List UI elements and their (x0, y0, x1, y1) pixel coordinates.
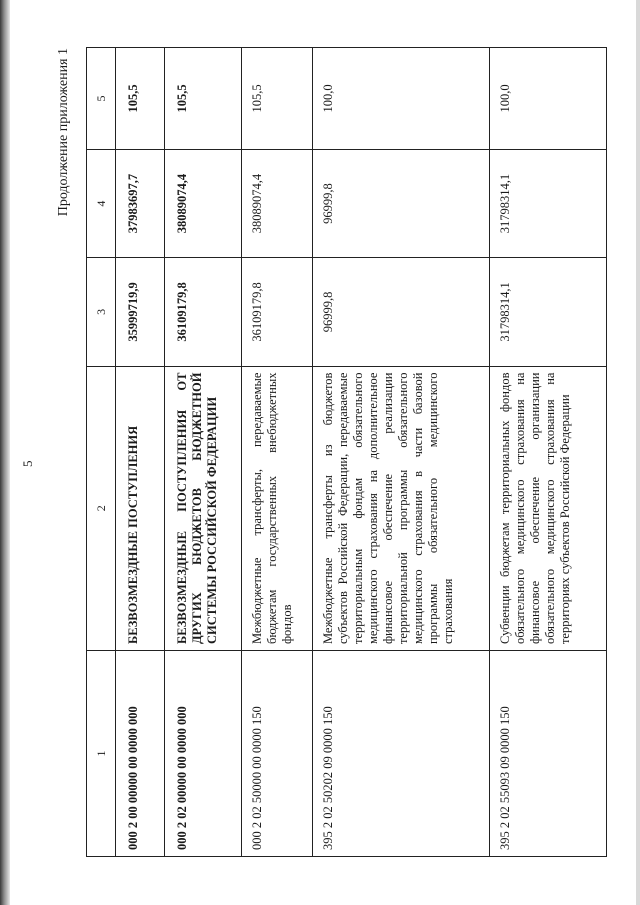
row-value-col4: 96999,8 (313, 149, 490, 257)
row-name: Межбюджетные трансферты, передаваемые бюджетам государственных внебюджетных фондов (242, 366, 313, 651)
row-name: БЕЗВОЗМЕЗДНЫЕ ПОСТУПЛЕНИЯ ОТ ДРУГИХ БЮДЖЕТОВ БЮДЖЕТНОЙ СИСТЕМЫ РОССИЙСКОЙ ФЕДЕРАЦИИ (165, 366, 242, 651)
page-number: 5 (20, 460, 35, 467)
table-row (313, 48, 490, 857)
row-value-col3: 36109179,8 (165, 258, 242, 366)
row-value-col5: 100,0 (313, 48, 490, 150)
table-header-row (87, 48, 116, 857)
table-row (165, 48, 242, 857)
row-code: 395 2 02 55093 09 0000 150 (490, 651, 607, 857)
row-code: 000 2 02 50000 00 0000 150 (242, 651, 313, 857)
row-value-col5: 105,5 (242, 48, 313, 150)
row-value-col3: 35999719,9 (116, 258, 165, 366)
table-row (242, 48, 313, 857)
row-value-col3: 36109179,8 (242, 258, 313, 366)
header-cell-4: 4 (87, 149, 116, 257)
row-value-col3: 31798314,1 (490, 258, 607, 366)
row-value-col4: 38089074,4 (165, 149, 242, 257)
row-name: Субвенции бюджетам территориальных фондов обязательного медицинского страхования на финансовое обеспечение организации обязательного медицинского страхования на территориях субъектов Российской Федерации (490, 366, 607, 651)
row-value-col4: 31798314,1 (490, 149, 607, 257)
header-cell-5: 5 (87, 48, 116, 150)
row-code: 000 2 00 00000 00 0000 000 (116, 651, 165, 857)
row-value-col3: 96999,8 (313, 258, 490, 366)
row-value-col4: 37983697,7 (116, 149, 165, 257)
table-row (490, 48, 607, 857)
budget-table (86, 47, 607, 857)
row-name: БЕЗВОЗМЕЗДНЫЕ ПОСТУПЛЕНИЯ (116, 366, 165, 651)
table-row (116, 48, 165, 857)
row-value-col5: 100,0 (490, 48, 607, 150)
appendix-continuation-note: Продолжение приложения 1 (56, 48, 71, 217)
header-cell-3: 3 (87, 258, 116, 366)
row-value-col5: 105,5 (116, 48, 165, 150)
row-name: Межбюджетные трансферты из бюджетов субъектов Российской Федерации, передаваемые территориальным фондам обязательного медицинского страхования на дополнительное финансовое обеспечение реализации территориальной программы обязательного медицинского страхования в части базовой программы обязательного медицинского страхования (313, 366, 490, 651)
header-cell-2: 2 (87, 366, 116, 651)
header-cell-1: 1 (87, 651, 116, 857)
row-code: 395 2 02 50202 09 0000 150 (313, 651, 490, 857)
row-value-col4: 38089074,4 (242, 149, 313, 257)
row-value-col5: 105,5 (165, 48, 242, 150)
row-code: 000 2 02 00000 00 0000 000 (165, 651, 242, 857)
